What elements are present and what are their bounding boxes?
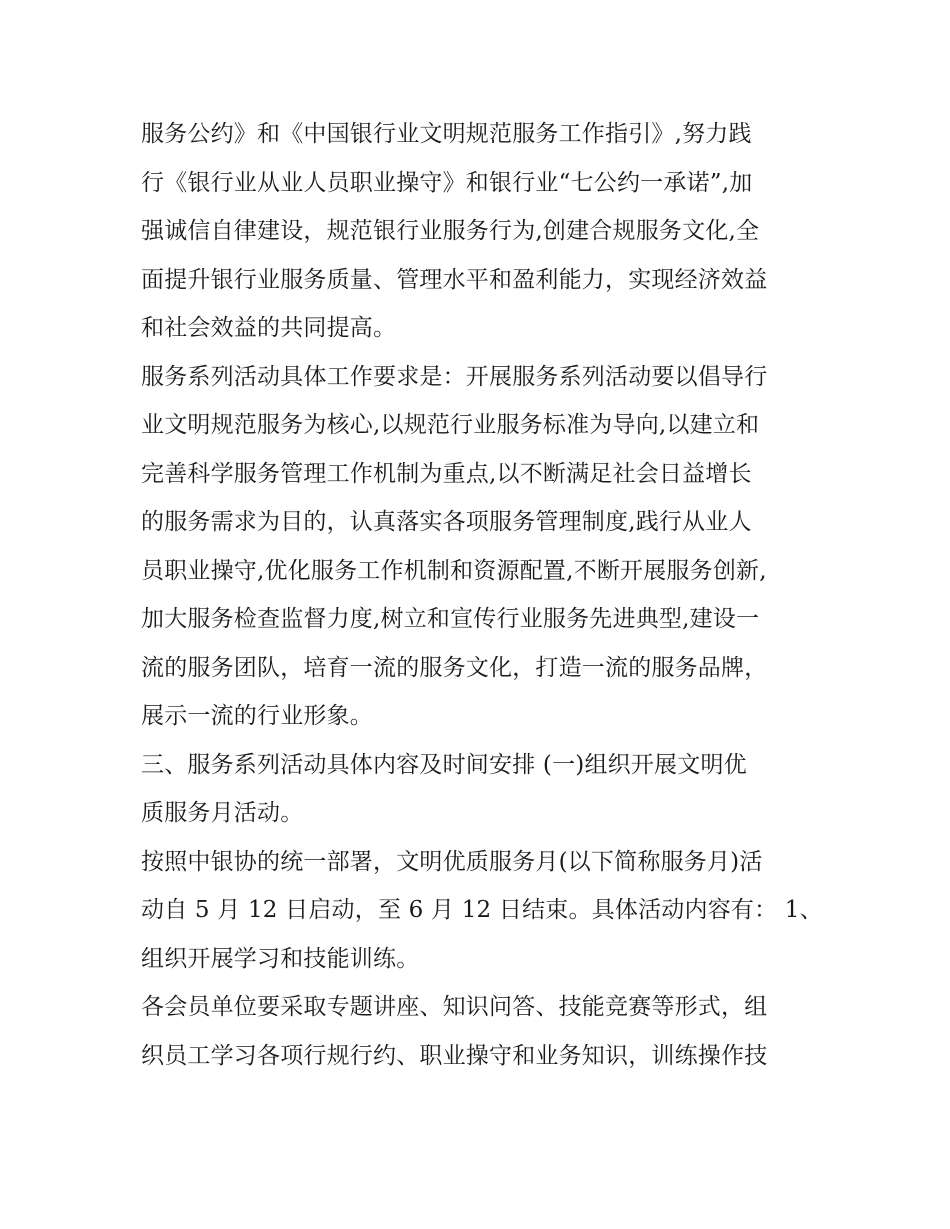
text-line: 完善科学服务管理工作机制为重点,以不断满足社会日益增长 — [141, 460, 752, 487]
text-line: 加大服务检查监督力度,树立和宣传行业服务先进典型,建设一 — [141, 606, 760, 632]
document-body — [141, 110, 821, 1080]
text-line: 织员工学习各项行规行约、职业操守和业务知识，训练操作技 — [141, 1042, 768, 1069]
text-line: 的服务需求为目的，认真落实各项服务管理制度,践行从业人 — [141, 509, 752, 535]
text-line: 面提升银行业服务质量、管理水平和盈利能力，实现经济效益 — [141, 266, 768, 293]
text-line: 和社会效益的共同提高。 — [141, 315, 397, 341]
text-line: 服务公约》和《中国银行业文明规范服务工作指引》,努力践 — [141, 121, 752, 147]
text-line: 动自 5 月 12 日启动，至 6 月 12 日结束。具体活动内容有： 1、 — [141, 897, 823, 923]
section-heading-line: 三、服务系列活动具体内容及时间安排 (一)组织开展文明优 — [141, 751, 747, 778]
text-line: 组织开展学习和技能训练。 — [141, 945, 420, 972]
text-line: 流的服务团队，培育一流的服务文化，打造一流的服务品牌， — [141, 654, 768, 681]
text-line: 服务系列活动具体工作要求是：开展服务系列活动要以倡导行 — [141, 363, 768, 390]
text-line: 展示一流的行业形象。 — [141, 703, 373, 729]
text-line: 行《银行业从业人员职业操守》和银行业“七公约一承诺”,加 — [141, 169, 753, 196]
text-line: 按照中银协的统一部署，文明优质服务月(以下简称服务月)活 — [141, 848, 763, 875]
text-line: 各会员单位要采取专题讲座、知识问答、技能竞赛等形式，组 — [141, 994, 768, 1020]
text-line: 员职业操守,优化服务工作机制和资源配置,不断开展服务创新, — [141, 557, 767, 584]
section-heading-line: 质服务月活动。 — [141, 800, 304, 826]
text-line: 业文明规范服务为核心,以规范行业服务标准为导向,以建立和 — [141, 412, 760, 438]
text-line: 强诚信自律建设，规范银行业服务行为,创建合规服务文化,全 — [141, 218, 760, 244]
